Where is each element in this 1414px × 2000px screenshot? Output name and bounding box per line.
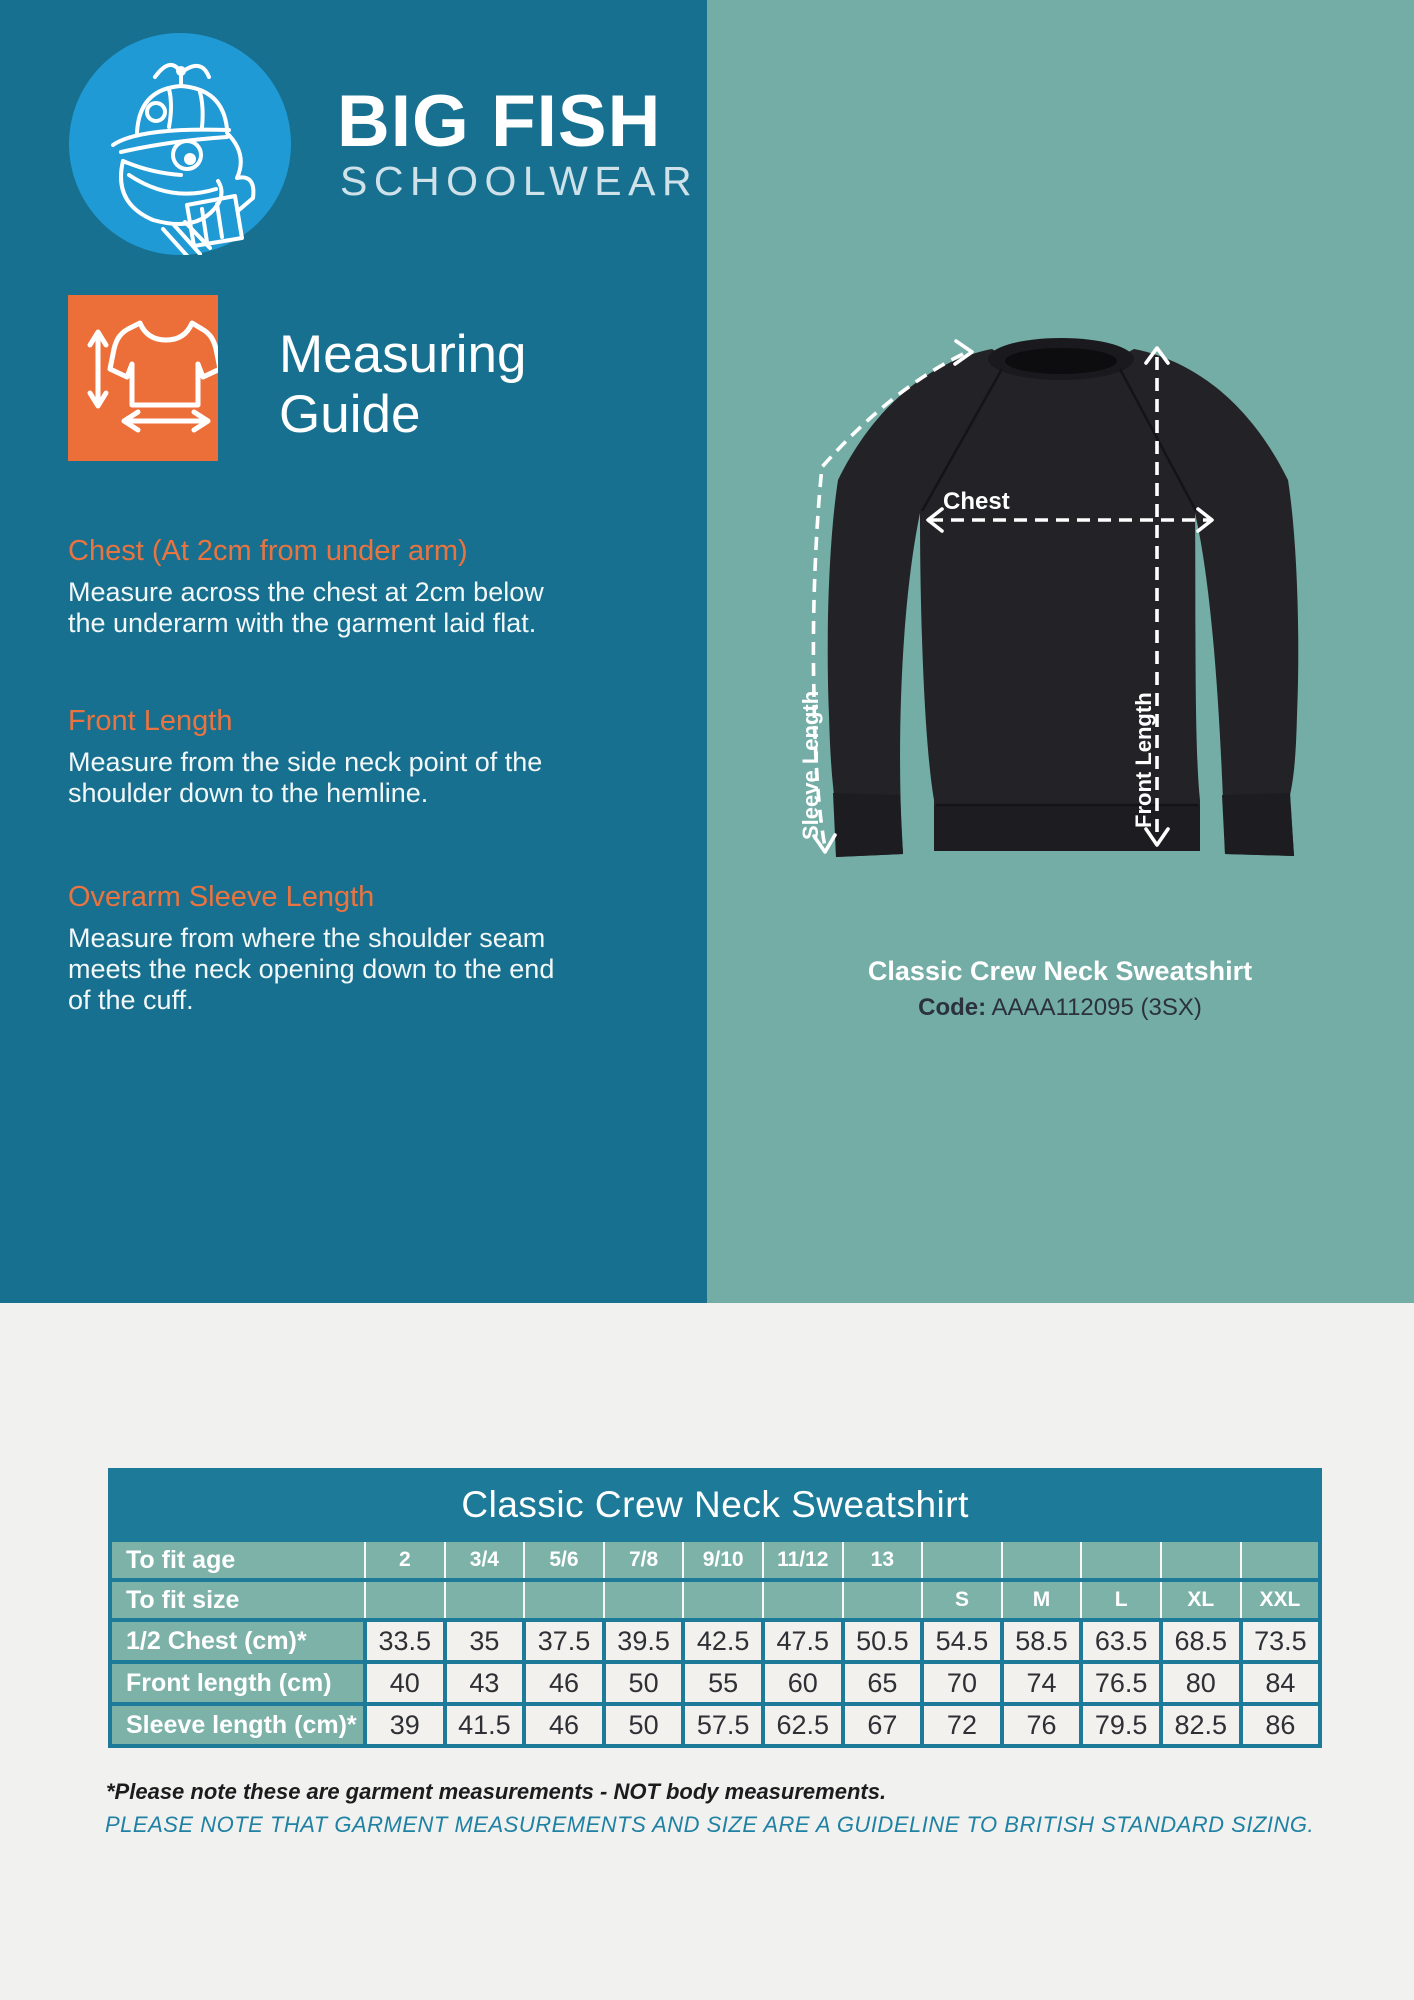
sweatshirt-left-cuff	[833, 793, 903, 857]
table-cell	[604, 1580, 684, 1620]
table-cell: 11/12	[763, 1540, 843, 1580]
table-cell: 40	[365, 1662, 445, 1704]
size-table-title: Classic Crew Neck Sweatshirt	[110, 1470, 1320, 1540]
table-cell: 50.5	[843, 1620, 923, 1662]
table-cell	[922, 1540, 1002, 1580]
table-cell: 57.5	[683, 1704, 763, 1746]
table-cell	[1081, 1540, 1161, 1580]
front-length-label: Front Length	[1131, 692, 1156, 828]
table-cell: S	[922, 1580, 1002, 1620]
table-cell: 76	[1002, 1704, 1082, 1746]
table-cell: XL	[1161, 1580, 1241, 1620]
section-chest	[68, 535, 653, 639]
table-cell: 47.5	[763, 1620, 843, 1662]
chest-label: Chest	[943, 488, 1010, 515]
table-cell: 79.5	[1081, 1704, 1161, 1746]
table-cell: 62.5	[763, 1704, 843, 1746]
product-code-label: Code:	[918, 994, 987, 1021]
section-front-length-line: shoulder down to the hemline.	[68, 778, 429, 808]
row-label: 1/2 Chest (cm)*	[110, 1620, 365, 1662]
section-sleeve-length-line: Measure from where the shoulder seam	[68, 923, 546, 953]
table-cell: 72	[922, 1704, 1002, 1746]
sweatshirt-diagram	[770, 295, 1350, 880]
table-cell: 42.5	[683, 1620, 763, 1662]
table-cell: 73.5	[1241, 1620, 1321, 1662]
table-cell: 35	[445, 1620, 525, 1662]
table-row-age	[110, 1540, 1320, 1580]
table-cell: 39.5	[604, 1620, 684, 1662]
row-label: To fit age	[110, 1540, 365, 1580]
table-cell: 37.5	[524, 1620, 604, 1662]
row-label: Sleeve length (cm)*	[110, 1704, 365, 1746]
table-cell: 80	[1161, 1662, 1241, 1704]
row-label: Front length (cm)	[110, 1662, 365, 1704]
table-cell: 41.5	[445, 1704, 525, 1746]
table-cell: 46	[524, 1662, 604, 1704]
table-cell: 46	[524, 1704, 604, 1746]
sweatshirt-body	[828, 349, 1299, 857]
section-chest-line: Measure across the chest at 2cm below	[68, 577, 544, 607]
product-code	[760, 994, 1360, 1022]
page-title-line2: Guide	[279, 385, 421, 444]
section-chest-line: the underarm with the garment laid flat.	[68, 608, 537, 638]
table-cell: 58.5	[1002, 1620, 1082, 1662]
table-cell: 3/4	[445, 1540, 525, 1580]
table-cell	[683, 1580, 763, 1620]
section-sleeve-length-line: meets the neck opening down to the end	[68, 954, 555, 984]
table-cell: 84	[1241, 1662, 1321, 1704]
table-cell: 70	[922, 1662, 1002, 1704]
page-title-line1: Measuring	[279, 325, 527, 384]
section-sleeve-length-title: Overarm Sleeve Length	[68, 881, 375, 913]
section-front-length-title: Front Length	[68, 705, 233, 737]
bigfish-logo	[69, 33, 291, 255]
sweatshirt-hem-band	[934, 805, 1200, 851]
footnote-garment-measurements: *Please note these are garment measurements - NOT body measurements.	[106, 1779, 887, 1804]
table-cell	[1161, 1540, 1241, 1580]
page-title	[279, 325, 526, 445]
table-cell: 43	[445, 1662, 525, 1704]
product-code-value: AAAA112095 (3SX)	[991, 994, 1202, 1021]
table-cell: 33.5	[365, 1620, 445, 1662]
table-cell	[365, 1580, 445, 1620]
section-chest-title: Chest (At 2cm from under arm)	[68, 535, 468, 567]
product-caption	[760, 956, 1360, 1022]
fish-mascot-icon	[69, 242, 291, 259]
section-sleeve-length	[68, 881, 653, 1016]
table-cell: 5/6	[524, 1540, 604, 1580]
table-cell: 13	[843, 1540, 923, 1580]
tshirt-measure-icon	[68, 448, 218, 465]
size-table	[108, 1468, 1322, 1748]
table-cell: 9/10	[683, 1540, 763, 1580]
table-row-sleeve-length	[110, 1704, 1320, 1746]
table-row-size	[110, 1580, 1320, 1620]
table-cell: XXL	[1241, 1580, 1321, 1620]
sweatshirt-collar-opening	[1005, 348, 1117, 374]
table-row-front-length	[110, 1662, 1320, 1704]
table-cell: 50	[604, 1662, 684, 1704]
table-cell: 2	[365, 1540, 445, 1580]
table-cell: 67	[843, 1704, 923, 1746]
table-cell: 68.5	[1161, 1620, 1241, 1662]
size-table-title-row	[110, 1470, 1320, 1540]
table-cell: 63.5	[1081, 1620, 1161, 1662]
table-row-chest	[110, 1620, 1320, 1662]
table-cell: 50	[604, 1704, 684, 1746]
sweatshirt-right-cuff	[1222, 793, 1294, 856]
table-cell	[1002, 1540, 1082, 1580]
table-cell	[524, 1580, 604, 1620]
table-cell	[843, 1580, 923, 1620]
table-cell: 7/8	[604, 1540, 684, 1580]
table-cell: M	[1002, 1580, 1082, 1620]
section-sleeve-length-line: of the cuff.	[68, 985, 194, 1015]
table-cell: 86	[1241, 1704, 1321, 1746]
table-cell: 74	[1002, 1662, 1082, 1704]
table-cell: 55	[683, 1662, 763, 1704]
table-cell: 76.5	[1081, 1662, 1161, 1704]
table-cell: 82.5	[1161, 1704, 1241, 1746]
section-front-length-line: Measure from the side neck point of the	[68, 747, 543, 777]
footnote-british-sizing: PLEASE NOTE THAT GARMENT MEASUREMENTS AND SIZE ARE A GUIDELINE TO BRITISH STANDARD SIZING.	[105, 1812, 1315, 1837]
table-cell: 60	[763, 1662, 843, 1704]
table-cell: 54.5	[922, 1620, 1002, 1662]
table-cell	[763, 1580, 843, 1620]
table-cell: 39	[365, 1704, 445, 1746]
brand-name: BIG FISH	[337, 81, 662, 162]
brand-tagline: SCHOOLWEAR	[340, 158, 699, 204]
sleeve-length-label: Sleeve Length	[798, 690, 823, 840]
row-label: To fit size	[110, 1580, 365, 1620]
measure-icon-tile	[68, 295, 218, 461]
section-front-length	[68, 705, 653, 809]
table-cell	[1241, 1540, 1321, 1580]
table-cell: 65	[843, 1662, 923, 1704]
product-name: Classic Crew Neck Sweatshirt	[867, 956, 1253, 986]
table-cell	[445, 1580, 525, 1620]
table-cell: L	[1081, 1580, 1161, 1620]
